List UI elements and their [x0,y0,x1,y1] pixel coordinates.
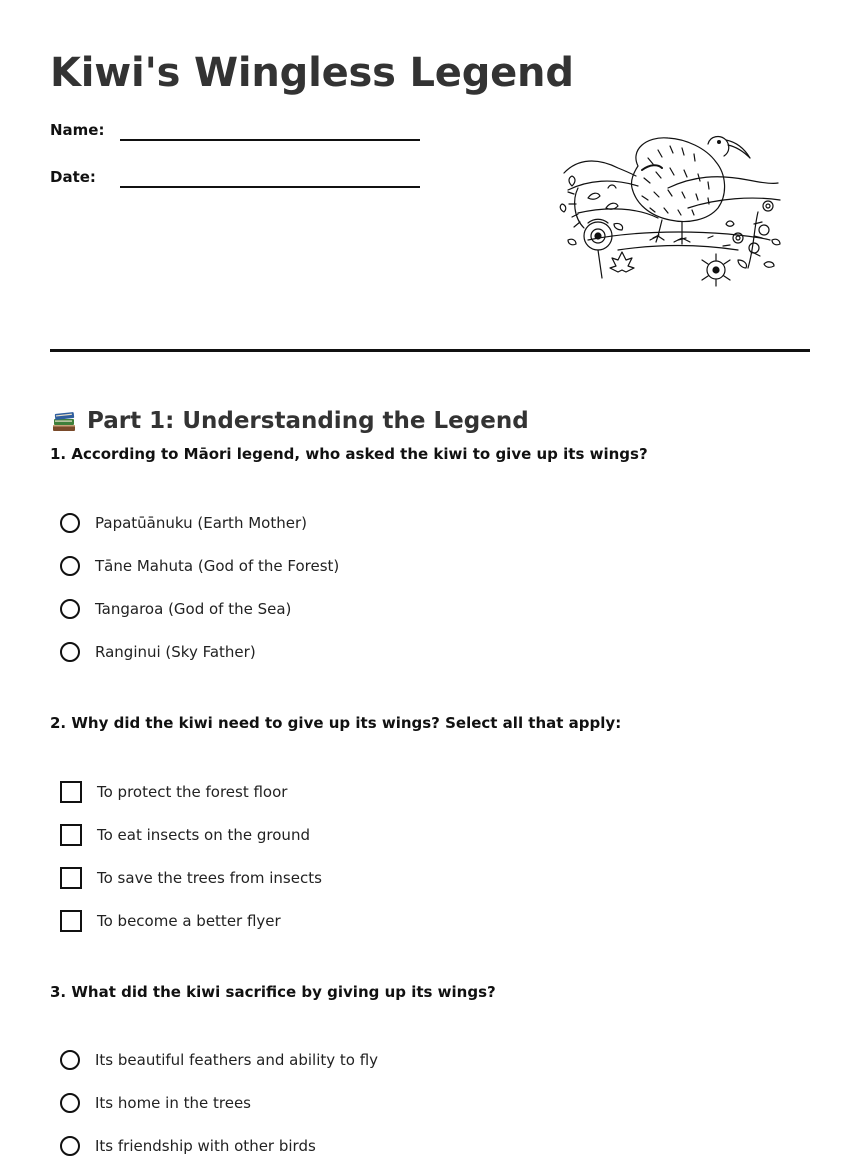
q1-option-3-radio[interactable] [60,599,80,619]
q1-option-4[interactable] [60,639,256,665]
q1-option-3-label: Tangaroa (God of the Sea) [95,600,292,618]
q2-option-4-checkbox[interactable] [60,910,82,932]
question-2: 2. Why did the kiwi need to give up its wings? Select all that apply: [50,714,622,732]
q1-option-1-radio[interactable] [60,513,80,533]
q2-option-1[interactable] [60,779,287,805]
part1-title-text: Part 1: Understanding the Legend [87,408,529,435]
date-input-line[interactable] [120,186,420,188]
q3-option-2-radio[interactable] [60,1093,80,1113]
q3-option-2-label: Its home in the trees [95,1094,251,1112]
q3-option-2[interactable] [60,1090,251,1116]
date-label: Date: [50,168,96,186]
q2-option-1-checkbox[interactable] [60,781,82,803]
q3-option-3-label: Its friendship with other birds [95,1137,316,1155]
q1-option-2[interactable] [60,553,339,579]
q1-option-2-label: Tāne Mahuta (God of the Forest) [95,557,340,575]
name-label: Name: [50,121,105,139]
part1-title [50,407,529,435]
q3-option-1-label: Its beautiful feathers and ability to fly [95,1051,379,1069]
q2-option-2-checkbox[interactable] [60,824,82,846]
q2-option-3-checkbox[interactable] [60,867,82,889]
q1-option-1-label: Papatūānuku (Earth Mother) [95,514,307,532]
q1-option-4-radio[interactable] [60,642,80,662]
q1-option-2-radio[interactable] [60,556,80,576]
q2-option-3-label: To save the trees from insects [97,869,322,887]
header-divider [50,349,810,352]
books-icon [50,407,78,435]
q1-option-4-label: Ranginui (Sky Father) [95,643,256,661]
question-1: 1. According to Māori legend, who asked the kiwi to give up its wings? [50,445,648,463]
q2-option-2[interactable] [60,822,310,848]
name-field[interactable] [50,121,420,149]
q3-option-1-radio[interactable] [60,1050,80,1070]
q2-option-2-label: To eat insects on the ground [97,826,310,844]
q1-option-1[interactable] [60,510,307,536]
name-input-line[interactable] [120,139,420,141]
q3-option-3[interactable] [60,1133,316,1159]
q2-option-1-label: To protect the forest floor [97,783,288,801]
kiwi-bird-illustration-icon [558,128,784,298]
question-3: 3. What did the kiwi sacrifice by giving up its wings? [50,983,496,1001]
date-field[interactable] [50,168,420,196]
q1-option-3[interactable] [60,596,291,622]
q2-option-3[interactable] [60,865,322,891]
q3-option-1[interactable] [60,1047,378,1073]
q2-option-4[interactable] [60,908,281,934]
q2-option-4-label: To become a better flyer [97,912,281,930]
worksheet-title: Kiwi's Wingless Legend [50,50,574,96]
q3-option-3-radio[interactable] [60,1136,80,1156]
